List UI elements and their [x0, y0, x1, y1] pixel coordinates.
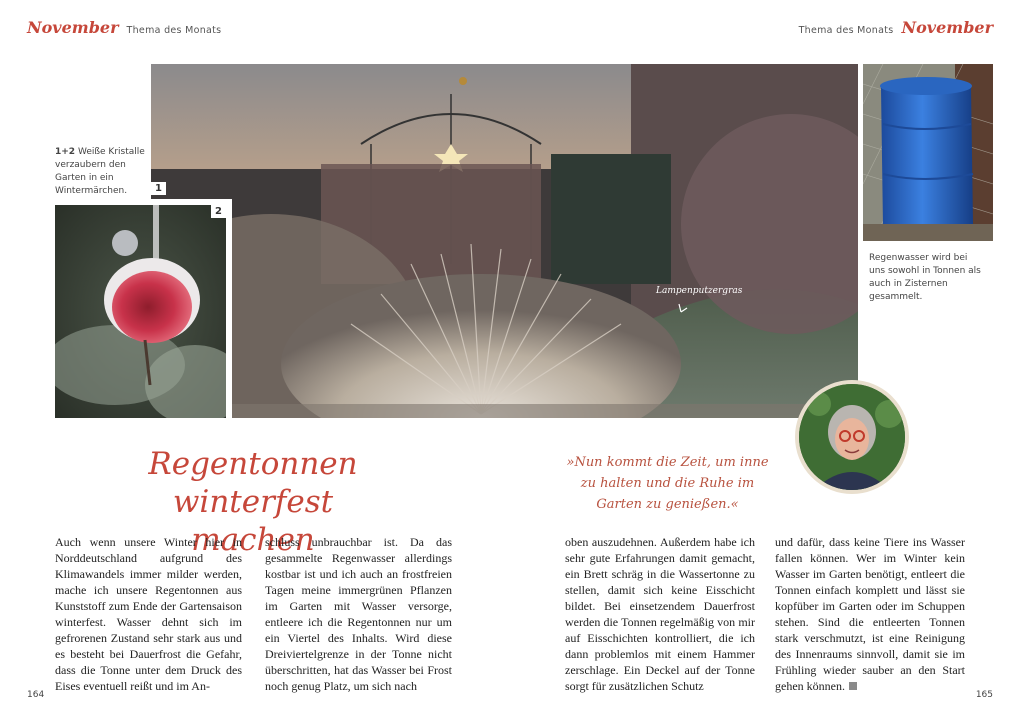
header-left — [27, 18, 221, 37]
body-column-1: Auch wenn unsere Winter hier in Norddeutschland aufgrund des Klimawandels immer milder werden, mache ich unsere Regentonnen aus Kunststoff zum Ende der Gartensaison winterfest. Wasser dehnt sich im gefrorenen Zustand sehr stark aus und es besteht bei Dauerfrost die Gefahr, dass die Tonne unter dem Druck des Eises eventuell reißt und im An- — [55, 535, 242, 693]
article-title-line2: winterfest machen — [172, 484, 334, 558]
body-column-3: oben auszudehnen. Außerdem habe ich sehr gute Erfahrungen damit gemacht, ein Brett schräg in die Wassertonne zu stellen, damit sich keine Eisschicht bildet. Bei einsetzendem Dauerfrost werden die Tonnen regelmäßig von mir auf Eisschichten kontrolliert, die ich dann problemlos mit einem Hammer zerschlage. Ein Deckel auf der Tonne sorgt für zusätzlichen Schutz — [565, 535, 755, 693]
page-number-right: 165 — [975, 690, 993, 700]
caption-left — [55, 146, 155, 198]
caption-right: Regenwasser wird bei uns sowohl in Tonnen als auch in Zisternen gesammelt. — [869, 253, 981, 302]
article-title-line1: Regentonnen — [148, 446, 358, 482]
garden-photo — [151, 64, 858, 418]
header-right-month: November — [901, 18, 993, 37]
pull-quote: »Nun kommt die Zeit, um inne zu halten und die Ruhe im Garten zu genießen.« — [566, 455, 769, 512]
rose-photo — [55, 205, 226, 418]
caption-left-text: Weiße Kristalle verzaubern den Garten in ein Wintermärchen. — [55, 147, 145, 196]
body-column-4-text: und dafür, dass keine Tiere ins Wasser fallen können. Wer im Winter kein Wasser im Garten benötigt, entleert die Tonnen einfach komplett und lässt sie kopfüber im Garten oder im Schuppen stehen. Sind die entleerten Tonnen stark verschmutzt, ist eine Reinigung des Innenraums sinnvoll, damit sie im Frühling wieder sauber an den Start gehen können. — [775, 535, 965, 693]
header-right — [799, 18, 993, 37]
page-number-left: 164 — [27, 690, 45, 700]
grass-label: Lampenputzergras — [656, 286, 743, 296]
author-portrait — [795, 380, 909, 494]
photo-number-2: 2 — [211, 205, 226, 218]
photo-number-1: 1 — [151, 182, 166, 195]
body-column-4 — [775, 534, 965, 694]
header-right-theme: Thema des Monats — [798, 25, 894, 36]
header-left-month: November — [27, 18, 119, 37]
header-left-theme: Thema des Monats — [126, 25, 222, 36]
caption-left-number: 1+2 — [55, 147, 76, 157]
body-column-2: schluss unbrauchbar ist. Da das gesammelte Regenwasser allerdings kostbar ist und ich auch an frostfreien Tagen meine immergrünen Pflanzen im Garten mit Wasser versorge, entleere ich die Regentonnen nur um ein Viertel des Inhalts. Wird diese Dreiviertelgrenze in der Tonne nicht überschritten, hat das Wasser bei Frost noch genug Platz, um sich nach — [265, 535, 452, 693]
rain-barrel-photo — [863, 64, 993, 241]
end-mark — [849, 682, 857, 690]
